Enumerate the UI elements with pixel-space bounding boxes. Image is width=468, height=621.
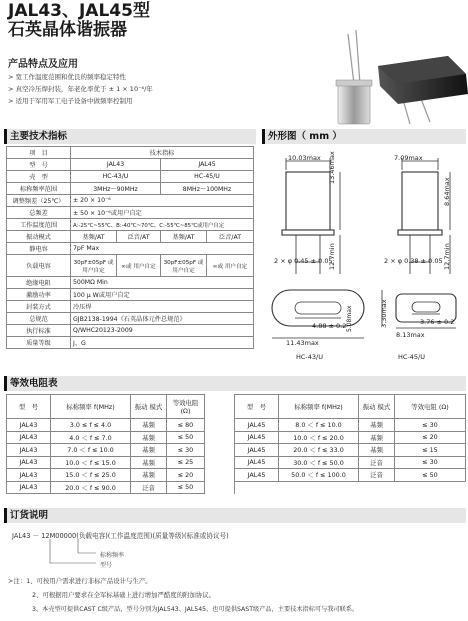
dim-label: 2 × φ 0.38 ± 0.05: [384, 257, 443, 265]
spec-cell: JAL45: [161, 159, 254, 171]
esr-cell: JAL45: [235, 456, 279, 469]
spec-row-label: 工作温度范围: [7, 219, 71, 231]
esr-cell: JAL45: [235, 469, 279, 482]
features-heading: 产品特点及应用: [8, 59, 78, 70]
esr-cell: JAL43: [7, 419, 51, 432]
spec-cell: ∞或 用户自定: [207, 255, 254, 277]
spec-cell: 500MΩ Min: [71, 277, 254, 289]
spec-cell: GJB2138-1994《石英晶体元件总规范》: [71, 313, 254, 325]
spec-table: [6, 146, 254, 349]
esr-col-header: 等效电阻 (Ω): [167, 395, 205, 419]
spec-row-label: 执行标准: [7, 325, 71, 337]
spec-row-label: 负载电容: [7, 255, 71, 277]
esr-cell: ≤ 30: [167, 444, 205, 457]
esr-cell: ≤ 80: [167, 419, 205, 432]
dim-label: 11.43max: [286, 339, 319, 347]
order-heading: 订货说明: [4, 508, 466, 523]
esr-cell: JAL43: [7, 469, 51, 482]
product-photo: [318, 22, 468, 132]
esr-cell: ≤ 30: [395, 419, 466, 432]
spec-row-label: 调整频差（25℃）: [7, 195, 71, 207]
esr-cell: 泛音: [359, 456, 395, 469]
spec-cell: ∞或 用户自定: [117, 255, 161, 277]
spec-row-label: 振动模式: [7, 231, 71, 243]
esr-cell: 30.0 ＜ f ≤ 50.0: [279, 456, 359, 469]
esr-cell: ≤ 50: [167, 431, 205, 444]
esr-cell: ≤ 50: [167, 481, 205, 494]
spec-row-label: 壳 型: [7, 171, 71, 183]
spec-cell: Q/WHC20123-2009: [71, 325, 254, 337]
feature-item: > 宽工作温度范围和优良的频率稳定特性: [8, 73, 127, 81]
esr-cell: 10.0 ＜ f ≤ 20.0: [279, 431, 359, 444]
spec-cell: 7pF Max: [71, 243, 254, 255]
esr-table: [6, 394, 466, 494]
outline-heading: 外形图（ mm ）: [262, 129, 466, 144]
esr-cell: JAL45: [235, 419, 279, 432]
esr-cell: 10.0 ＜ f ≤ 15.0: [51, 456, 131, 469]
esr-cell: ≤ 25: [167, 456, 205, 469]
order-label-model: 型号: [100, 562, 113, 569]
spec-header-item: 项 目: [7, 147, 71, 159]
feature-item: > 真空冷压焊封装，年老化率优于 ± 1 × 10⁻⁶/年: [8, 85, 153, 93]
esr-cell: JAL43: [7, 456, 51, 469]
spec-cell: 30pF±05pF 或用户自定: [161, 255, 207, 277]
spec-cell: 30pF±05pF 或用户自定: [71, 255, 117, 277]
order-code-leader-lines: [40, 539, 100, 567]
dim-label: 13.46max: [328, 151, 336, 184]
spec-row-label: 静电容: [7, 243, 71, 255]
esr-cell: 泛音: [131, 481, 167, 494]
order-label-freq: 标称频率: [100, 552, 125, 559]
dim-label: 12.7min: [443, 243, 451, 270]
spec-cell: ± 50 × 10⁻⁶或用户自定: [71, 207, 254, 219]
esr-cell: 20.0 ＜ f ≤ 33.0: [279, 444, 359, 457]
dim-label: 7.09max: [394, 154, 423, 162]
esr-cell: 基频: [359, 419, 395, 432]
spec-cell: 冷压焊: [71, 301, 254, 313]
spec-cell: A:-25℃~55℃、B:-40℃~70℃、C:-55℃~85℃或用户自定: [71, 219, 254, 231]
spec-cell: HC-45/U: [161, 171, 254, 183]
esr-cell: JAL43: [7, 431, 51, 444]
esr-col-header: 标称频率 f(MHz): [51, 395, 131, 419]
spec-cell: HC-43/U: [71, 171, 161, 183]
page-title: [8, 2, 150, 40]
esr-col-header: 等效电阻 (Ω): [395, 395, 466, 419]
esr-cell: 20.0 ＜ f ≤ 90.0: [51, 481, 131, 494]
spec-cell: 泛音/AT: [117, 231, 161, 243]
esr-cell: 50.0 ＜ f ≤ 100.0: [279, 469, 359, 482]
spec-heading: 主要技术指标: [4, 129, 256, 144]
esr-col-header: 振动 模式: [131, 395, 167, 419]
esr-cell: 8.0 ＜ f ≤ 10.0: [279, 419, 359, 432]
dim-label: 3.76 ± 0.2: [420, 318, 455, 326]
esr-cell: 3.0 ≤ f ≤ 4.0: [51, 419, 131, 432]
spec-cell: ± 20 × 10⁻⁶: [71, 195, 254, 207]
title-line-2: 石英晶体谐振器: [8, 20, 127, 40]
esr-col-header: 型 号: [7, 395, 51, 419]
dim-label: 4.88 ± 0.2: [312, 322, 347, 330]
esr-cell: 基频: [131, 444, 167, 457]
spec-cell: 100 μ W或用户自定: [71, 289, 254, 301]
outline-caption: HC-45/U: [398, 353, 425, 361]
esr-col-header: 振动 模式: [359, 395, 395, 419]
order-note: 3、本壳型可提供CAST C级产品，型号分别为JAL543、JAL545，也可提供SAST级产品，主要技术指标可与我司联系。: [32, 606, 359, 613]
dim-label: 10.03max: [288, 154, 321, 162]
outline-caption: HC-43/U: [296, 353, 323, 361]
spec-cell: 8MHz～100MHz: [161, 183, 254, 195]
esr-cell: ≤ 30: [395, 456, 466, 469]
esr-cell: JAL43: [7, 481, 51, 494]
spec-row-label: 激励功率: [7, 289, 71, 301]
esr-cell: 15.0 ＜ f ≤ 25.0: [51, 469, 131, 482]
esr-cell: 泛音: [359, 469, 395, 482]
spec-row-label: 封装方式: [7, 301, 71, 313]
spec-row-label: 绝缘电阻: [7, 277, 71, 289]
dim-label: 8.64max: [443, 177, 451, 206]
esr-cell: 基频: [131, 431, 167, 444]
spec-header-index: 技术指标: [71, 147, 254, 159]
esr-heading: 等效电阻表: [4, 376, 466, 391]
dim-label: 12.7min: [328, 243, 336, 270]
esr-cell: 4.0 ＜ f ≤ 7.0: [51, 431, 131, 444]
esr-cell: JAL45: [235, 431, 279, 444]
esr-cell: ≤ 15: [395, 444, 466, 457]
feature-item: > 适用于军用军工电子设备中做频率控制用: [8, 97, 133, 105]
esr-cell: JAL45: [235, 444, 279, 457]
esr-cell: ≤ 20: [395, 431, 466, 444]
esr-cell: 基频: [131, 456, 167, 469]
esr-cell: ≤ 20: [167, 469, 205, 482]
spec-cell: 泛音/AT: [207, 231, 254, 243]
title-line-1: JAL43、JAL45型: [8, 1, 150, 21]
esr-cell: 基频: [131, 469, 167, 482]
dim-label: 8.13max: [396, 331, 425, 339]
dim-label: 5.08max: [346, 305, 353, 332]
order-note: 2、可根据用户要求在全军标基础上进行增加严酷度的附加协议。: [32, 591, 216, 599]
spec-row-label: 总规范: [7, 313, 71, 325]
spec-row-label: 型 号: [7, 159, 71, 171]
esr-cell: ≤ 50: [395, 469, 466, 482]
spec-cell: 基频/AT: [161, 231, 207, 243]
spec-row-label: 总频差: [7, 207, 71, 219]
esr-cell: 基频: [359, 431, 395, 444]
spec-cell: JAL43: [71, 159, 161, 171]
spec-cell: 3MHz～90MHz: [71, 183, 161, 195]
esr-cell: JAL43: [7, 444, 51, 457]
esr-col-header: 型 号: [235, 395, 279, 419]
spec-cell: J、G: [71, 337, 254, 349]
order-note: ≻注：1、可按用户需求进行非标产品设计与生产。: [8, 577, 152, 585]
spec-row-label: 质量等级: [7, 337, 71, 349]
spec-row-label: 标称频率范围: [7, 183, 71, 195]
esr-cell: 基频: [359, 444, 395, 457]
spec-cell: 基频/AT: [71, 231, 117, 243]
order-code: JAL43 － 12M00000(负载电容)(工作温度范围)(质量等级)(标准或协议号): [12, 532, 229, 540]
dim-label: 2 × φ 0.45 ± 0.05: [274, 257, 333, 265]
dim-label: 3.30max: [380, 299, 388, 328]
esr-cell: 7.0 ＜ f ≤ 10.0: [51, 444, 131, 457]
esr-col-header: 标称频率 f(MHz): [279, 395, 359, 419]
esr-cell: 基频: [131, 419, 167, 432]
